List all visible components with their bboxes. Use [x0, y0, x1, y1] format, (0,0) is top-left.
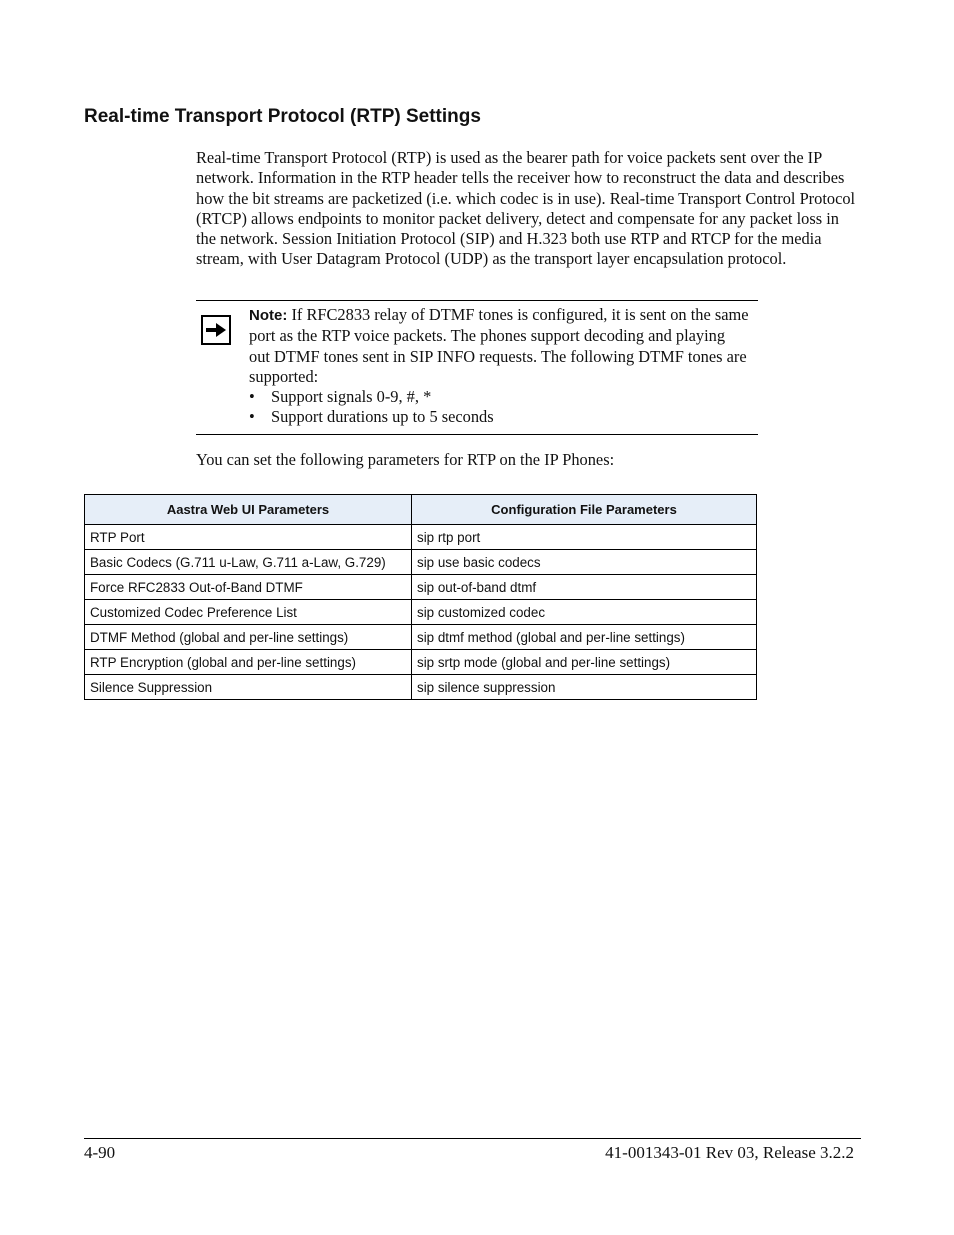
table-row	[85, 600, 757, 625]
note-label: Note:	[249, 307, 288, 324]
parameters-table	[84, 494, 757, 700]
table-row	[85, 575, 757, 600]
intro-paragraph: Real-time Transport Protocol (RTP) is used as the bearer path for voice packets sent over the IP network. Information in the RTP header tells the receiver how to reconstruct the data and describes how the bit streams are packetized (i.e. which codec is in use). Real-time Transport Control Protocol (RTCP) allows endpoints to monitor packet delivery, detect and compensate for any packet loss in the network. Session Initiation Protocol (SIP) and H.323 both use RTP and RTCP for the media stream, with User Datagram Protocol (UDP) as the transport layer encapsulation protocol.	[196, 148, 856, 269]
bullet-text: Support signals 0-9, #, *	[271, 387, 432, 407]
table-cell: RTP Port	[85, 525, 412, 550]
table-row	[85, 525, 757, 550]
bullet-marker: •	[249, 387, 255, 407]
document-id: 41-001343-01 Rev 03, Release 3.2.2	[605, 1143, 854, 1162]
table-row	[85, 550, 757, 575]
footer-divider	[84, 1138, 861, 1139]
table-cell: sip srtp mode (global and per-line settings)	[412, 650, 757, 675]
page-number: 4-90	[84, 1143, 116, 1162]
section-heading: Real-time Transport Protocol (RTP) Settings	[84, 106, 481, 127]
note-content	[249, 305, 749, 428]
note-box	[196, 300, 758, 435]
table-row	[85, 625, 757, 650]
table-cell: sip dtmf method (global and per-line settings)	[412, 625, 757, 650]
table-cell: sip rtp port	[412, 525, 757, 550]
table-header-row	[85, 495, 757, 525]
table-cell: sip use basic codecs	[412, 550, 757, 575]
table-cell: DTMF Method (global and per-line settings)	[85, 625, 412, 650]
table-cell: sip out-of-band dtmf	[412, 575, 757, 600]
bullet-text: Support durations up to 5 seconds	[271, 407, 494, 427]
table-cell: Customized Codec Preference List	[85, 600, 412, 625]
table-cell: sip silence suppression	[412, 675, 757, 700]
column-header-config-file: Configuration File Parameters	[412, 495, 757, 525]
table-row	[85, 675, 757, 700]
lead-in-text: You can set the following parameters for RTP on the IP Phones:	[196, 450, 615, 469]
note-text: If RFC2833 relay of DTMF tones is configured, it is sent on the same port as the RTP voice packets. The phones support decoding and playing out DTMF tones sent in SIP INFO requests. The following DTMF tones are supported:	[249, 305, 749, 386]
bullet-marker: •	[249, 407, 255, 427]
arrow-right-icon	[201, 315, 231, 345]
column-header-web-ui: Aastra Web UI Parameters	[85, 495, 412, 525]
table-cell: Basic Codecs (G.711 u-Law, G.711 a-Law, G.729)	[85, 550, 412, 575]
table-cell: sip customized codec	[412, 600, 757, 625]
note-bullet-list	[249, 387, 749, 428]
table-cell: RTP Encryption (global and per-line settings)	[85, 650, 412, 675]
list-item	[249, 407, 749, 427]
table-cell: Silence Suppression	[85, 675, 412, 700]
table-row	[85, 650, 757, 675]
table-cell: Force RFC2833 Out-of-Band DTMF	[85, 575, 412, 600]
list-item	[249, 387, 749, 407]
